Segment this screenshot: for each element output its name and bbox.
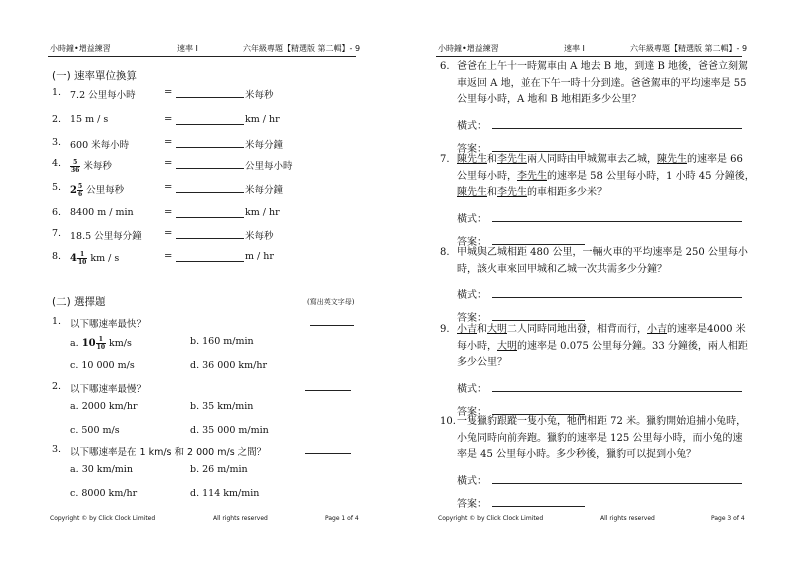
conversion-expression — [70, 87, 136, 101]
answer-label: 答案： — [457, 406, 487, 418]
header-rule — [48, 56, 356, 57]
question-number: 6. — [440, 61, 450, 72]
formula-label: 橫式： — [457, 383, 487, 395]
target-unit: m / hr — [245, 251, 274, 262]
mc-instruction-note: (寫出英文字母) — [307, 298, 355, 306]
expression-text: 8400 m / min — [70, 207, 134, 218]
target-unit: 米每分鐘 — [245, 140, 284, 151]
formula-blank[interactable] — [492, 221, 742, 222]
option-d: d. 35 000 m/min — [190, 425, 269, 436]
answer-label: 答案： — [457, 498, 487, 510]
question-number: 6. — [52, 207, 62, 218]
fraction-denominator: 36 — [71, 167, 80, 174]
question-number: 10. — [440, 416, 456, 427]
answer-blank[interactable] — [176, 192, 244, 193]
option-letter: a. — [70, 338, 79, 349]
option-b: b. 160 m/min — [190, 336, 254, 347]
option-d: d. 114 km/min — [190, 488, 260, 499]
fraction-numerator: 5 — [70, 159, 80, 167]
target-unit: 米每分鐘 — [245, 185, 284, 196]
answer-blank[interactable] — [176, 97, 244, 98]
fraction-numerator: 5 — [77, 183, 83, 190]
header-brand: 小時鐘•增益練習 — [438, 44, 499, 53]
footer-rights: All rights reserved — [600, 515, 655, 522]
expression-text: 米每秒 — [80, 161, 112, 172]
mixed-number-whole: 4 — [70, 253, 77, 264]
mc-question-text: 以下哪速率是在 1 km/s 和 2 000 m/s 之間？ — [70, 447, 267, 458]
question-number: 8. — [440, 247, 450, 258]
section-title-conversion: (一) 速率單位換算 — [52, 70, 138, 82]
fraction-denominator: 10 — [96, 344, 105, 351]
equals-sign: = — [164, 114, 173, 125]
equals-sign: = — [164, 87, 173, 98]
fraction-numerator: 1 — [96, 336, 106, 344]
target-unit: 米每秒 — [245, 231, 274, 242]
option-c: c. 8000 km/hr — [70, 488, 138, 499]
header-series: 六年級專題【精選版 第二輯】- 9 — [630, 44, 748, 53]
expression-text: 公里每秒 — [83, 185, 125, 196]
formula-label: 橫式： — [457, 120, 487, 132]
mixed-number-whole: 2 — [70, 185, 77, 196]
footer-page-number: Page 3 of 4 — [711, 515, 745, 522]
footer-copyright: Copyright © by Click Clock Limited — [50, 515, 156, 522]
mc-question-text: 以下哪速率最慢？ — [70, 384, 147, 395]
equals-sign: = — [164, 251, 173, 262]
header-series: 六年級專題【精選版 第二輯】- 9 — [243, 44, 361, 53]
fraction-numerator: 1 — [77, 251, 87, 259]
equals-sign: = — [164, 158, 173, 169]
question-number: 1. — [52, 316, 62, 327]
header-rule — [436, 56, 742, 57]
question-number: 2. — [52, 381, 62, 392]
footer-rights: All rights reserved — [213, 515, 268, 522]
target-unit: 米每秒 — [245, 90, 274, 101]
option-a: a. 2000 km/hr — [70, 401, 138, 412]
option-d: d. 36 000 km/hr — [190, 360, 268, 371]
footer-page-number: Page 1 of 4 — [325, 515, 359, 522]
answer-blank[interactable] — [492, 320, 585, 321]
expression-text: 18.5 公里每分鐘 — [70, 231, 142, 242]
question-number: 8. — [52, 251, 62, 262]
section-title-mc: (二) 選擇題 — [52, 296, 106, 308]
fraction — [96, 336, 106, 351]
answer-blank[interactable] — [176, 124, 244, 125]
answer-blank[interactable] — [176, 147, 244, 148]
conversion-expression — [70, 228, 142, 242]
mc-answer-blank[interactable] — [305, 453, 351, 454]
target-unit: km / hr — [245, 114, 280, 125]
formula-label: 橫式： — [457, 290, 487, 301]
answer-label: 答案： — [457, 236, 487, 248]
mc-question-text: 以下哪速率最快？ — [70, 319, 147, 330]
conversion-expression — [70, 114, 108, 125]
mixed-number-whole: 10 — [81, 338, 96, 349]
question-text: 陳先生和李先生兩人同時由甲城駕車去乙城，陳先生的速率是 66 公里每小時，李先生的速率是 58 公里每小時，1 小時 45 分鐘後， 陳先生和李先生的車相距多少米？ — [457, 154, 755, 198]
mc-answer-blank[interactable] — [305, 390, 351, 391]
answer-blank[interactable] — [492, 506, 585, 507]
conversion-expression — [70, 207, 134, 218]
question-number: 5. — [52, 182, 62, 193]
option-b: b. 26 m/min — [190, 464, 248, 475]
formula-blank[interactable] — [492, 128, 742, 129]
answer-blank[interactable] — [176, 217, 244, 218]
conversion-expression — [70, 251, 119, 266]
option-b: b. 35 km/min — [190, 401, 254, 412]
question-number: 3. — [52, 444, 62, 455]
equals-sign: = — [164, 182, 173, 193]
expression-text: 7.2 公里每小時 — [70, 90, 136, 101]
expression-text: 600 米每小時 — [70, 140, 130, 151]
answer-label: 答案： — [457, 143, 487, 155]
conversion-expression — [70, 158, 112, 174]
question-number: 7. — [440, 154, 450, 165]
option-c: c. 500 m/s — [70, 425, 120, 436]
equals-sign: = — [164, 207, 173, 218]
answer-blank[interactable] — [176, 238, 244, 239]
answer-label: 答案： — [457, 313, 487, 324]
header-topic: 速率 I — [564, 44, 585, 53]
formula-blank[interactable] — [492, 297, 742, 298]
header-topic: 速率 I — [177, 44, 198, 53]
expression-text: km / s — [87, 253, 120, 264]
option-c: c. 10 000 m/s — [70, 360, 135, 371]
fraction-denominator: 6 — [77, 191, 83, 198]
formula-blank[interactable] — [492, 391, 742, 392]
formula-blank[interactable] — [492, 483, 742, 484]
option-text: km/s — [106, 338, 132, 349]
conversion-expression — [70, 137, 129, 151]
formula-label: 橫式： — [457, 213, 487, 225]
question-number: 4. — [52, 158, 62, 169]
target-unit: km / hr — [245, 207, 280, 218]
footer-copyright: Copyright © by Click Clock Limited — [438, 515, 544, 522]
fraction-denominator: 10 — [77, 259, 87, 266]
header-brand: 小時鐘•增益練習 — [50, 44, 111, 53]
conversion-expression — [70, 182, 124, 198]
option-a: a. 30 km/min — [70, 464, 133, 475]
question-number: 3. — [52, 137, 62, 148]
question-text: 一隻獵豹跟蹤一隻小兔，牠們相距 72 米。獵豹開始追捕小兔時， 小兔同時向前奔跑。獵豹的速率是 125 公里每小時，而小兔的速 率是 45 公里每小時。多少秒後，獵豹可以捉到小兔？ — [457, 416, 747, 460]
worksheet-page-3 — [400, 0, 800, 566]
question-text: 小吉和大明二人同時同地出發，相背而行，小吉的速率是4000 米 每小時，大明的速率是 0.075 公里每分鐘。33 分鐘後，兩人相距 多少公里？ — [457, 324, 748, 368]
question-number: 2. — [52, 114, 62, 125]
question-text: 甲城與乙城相距 480 公里，一輛火車的平均速率是 250 公里每小 時，該火車來回甲城和乙城一次共需多少分鐘？ — [457, 247, 748, 275]
fraction — [77, 251, 87, 266]
formula-label: 橫式： — [457, 475, 487, 487]
question-number: 9. — [440, 324, 450, 335]
equals-sign: = — [164, 228, 173, 239]
expression-text: 15 m / s — [70, 114, 109, 125]
option-a — [70, 336, 132, 351]
question-number: 7. — [52, 228, 62, 239]
question-number: 1. — [52, 87, 62, 98]
question-text: 爸爸在上午十一時駕車由 A 地去 B 地，到達 B 地後，爸爸立刻駕 車返回 A 地，並在下午一時十分到達。爸爸駕車的平均速率是 55 公里每小時，A 地和 B 地相距多少公里？ — [457, 61, 748, 105]
fraction — [70, 159, 80, 174]
answer-blank[interactable] — [176, 168, 244, 169]
answer-blank[interactable] — [176, 261, 244, 262]
mc-answer-blank[interactable] — [310, 325, 354, 326]
target-unit: 公里每小時 — [245, 161, 293, 172]
equals-sign: = — [164, 137, 173, 148]
